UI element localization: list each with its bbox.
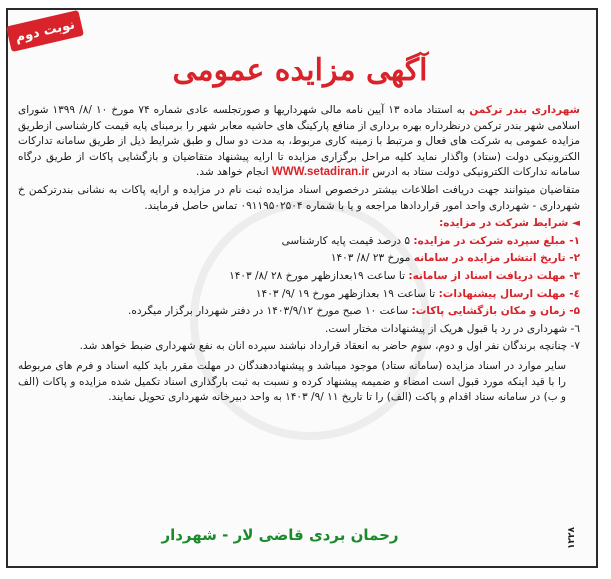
final-paragraph: سایر موارد در اسناد مزایده (سامانه ستاد) موجود میباشد و پیشنهاددهندگان در مهلت مقرر باید کلیه اسناد و فرم های مربوطه را با قید اینکه مورد قبول است امضاء و ضمیمه پیشنهاد کرده و نسبت به ثبت بارگذاری اسناد تکمیل شده مزایده و پاکات (الف و ب) در سامانه ستاد اقدام و پاکت (الف) را تا تاریخ ۱۱ /۹/ ۱۴۰۳ به واحد دبیرخانه شهرداری تحویل نمایند.	[18, 359, 566, 404]
round-badge: نوبت دوم	[6, 10, 84, 52]
contact-paragraph: متقاضیان میتوانند جهت دریافت اطلاعات بیشتر درخصوص اسناد مزایده ثبت نام در مزایده و ارایه پاکات به نشانی بندرترکمن خ شهرداری - شهرداری واحد امور قراردادها مراجعه و یا با شماره ۰۹۱۱۹۵۰۲۵۰۴ تماس حاصل فرمایند.	[18, 183, 580, 212]
condition-item: ۳- مهلت دریافت اسناد از سامانه: تا ساعت ۱۹بعدازظهر مورخ ۲۸ /۸/ ۱۴۰۳	[229, 269, 580, 282]
ad-body	[18, 103, 580, 408]
condition-item: ۲- تاریخ انتشار مزایده در سامانه مورخ ۲۳ /۸/ ۱۴۰۳	[330, 252, 580, 265]
condition-item: ٦- شهرداری در رد یا قبول هریک از پیشنهادات مختار است.	[325, 322, 580, 335]
ad-title: آگهی مزایده عمومی	[172, 53, 428, 88]
website-link[interactable]: WWW.setadiran.ir	[271, 166, 370, 179]
condition-item: ۱- مبلغ سپرده شرکت در مزایده: ۵ درصد قیمت پایه کارشناسی	[281, 234, 580, 247]
condition-item: ۷- چنانچه برندگان نفر اول و دوم، سوم حاضر به انعقاد قرارداد نباشند سپرده انان به نفع شهرداری ضبط خواهد شد.	[79, 340, 580, 353]
intro-text-end: انجام خواهد شد.	[196, 166, 269, 179]
condition-item: ٤- مهلت ارسال پیشنهادات: تا ساعت ۱۹ بعدازظهر مورخ ۱۹ /۹/ ۱۴۰۳	[255, 287, 580, 300]
mayor-signature: رحمان بردی قاضی لار - شهردار	[161, 526, 399, 544]
organization-name: شهرداری بندر ترکمن	[469, 104, 580, 116]
conditions-title: ◄ شرایط شرکت در مزایده:	[439, 217, 580, 230]
intro-text: به استناد ماده ۱۳ آیین نامه مالی شهرداریها و صورتجلسه عادی شماره ۷۴ مورخ ۱۰ /۸/ ۱۳۹۹ شورای اسلامی شهر بندر ترکمن درنظرداره بهره برداری از منافع پارکینگ های حاشیه معابر شهر را برمبنای پایه قیمت کارشناسی ازطریق مزایده عمومی به شرکت های فعال و مرتبط با زمینه کاری مربوط، به مدت دو سال و طبق شرایط ذیل از طریق سامانه تدارکات الکترونیکی دولت (ستاد) واگذار نماید کلیه مراحل برگزاری مزایده تا ارایه پیشنهاد متقاضیان و بازگشایی پاکات از طریق درگاه سامانه تدارکات الکترونیکی دولت ستاد به ادرس	[18, 104, 580, 179]
intro-paragraph	[18, 103, 580, 181]
ad-code: ۱۲۲۸	[566, 527, 577, 549]
condition-item: ۵- زمان و مکان بازگشایی پاکات: ساعت ۱۰ صبح مورخ ۱۴۰۳/۹/۱۲ در دفتر شهردار برگزار میگرده.	[128, 305, 580, 318]
